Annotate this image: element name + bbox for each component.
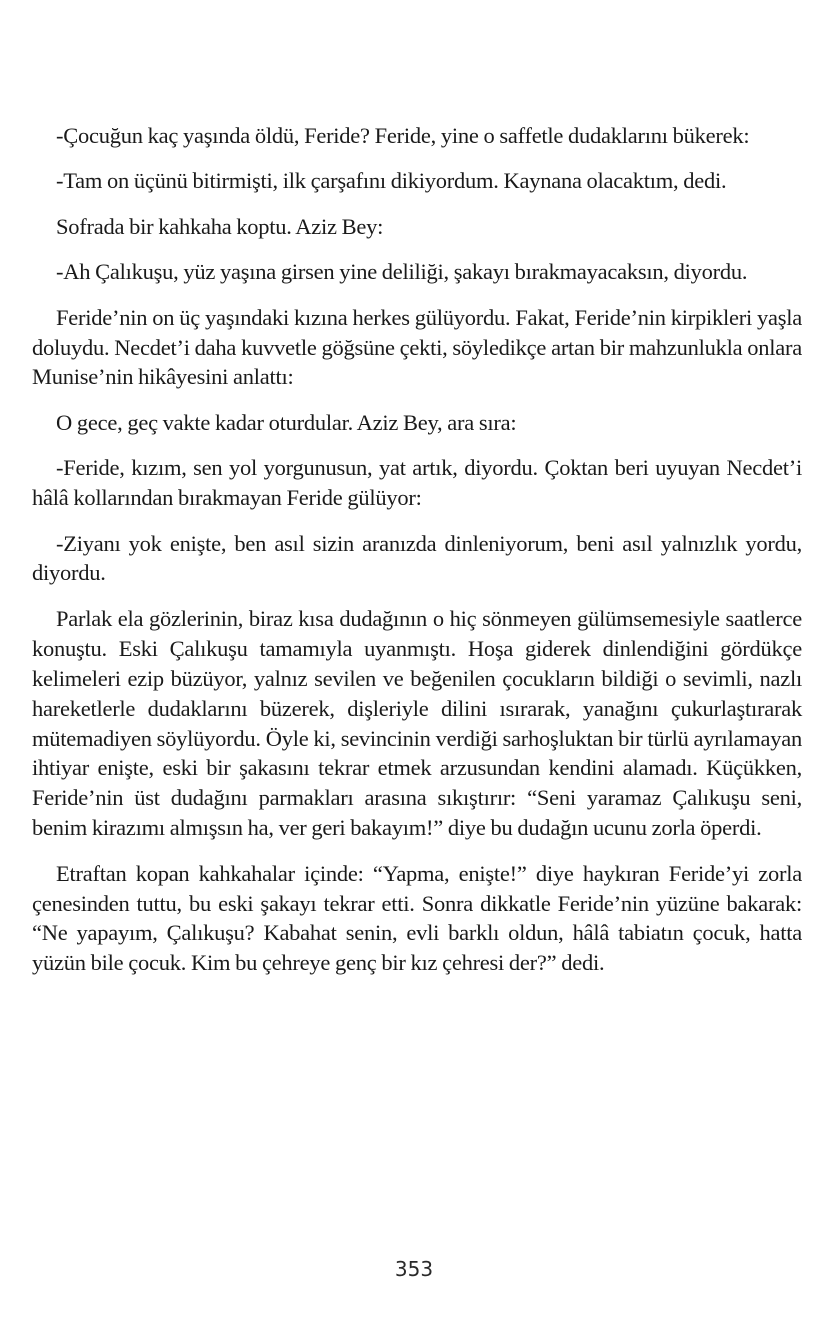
paragraph-munise-story: Feride’nin on üç yaşındaki kızına herkes gülüyordu. Fakat, Feride’nin kirpikleri yaşla doluydu. Necdet’i daha kuvvetle göğsüne çekti, söyledikçe artan bir mahzunlukla onlara Munise’nin hikâyesini anlattı: — [32, 304, 802, 390]
paragraph-dialogue-thirteen: -Tam on üçünü bitirmişti, ilk çarşafını dikiyordum. Kaynana olacaktım, dedi. — [56, 168, 727, 194]
paragraph-dialogue-resting: -Ziyanı yok enişte, ben asıl sizin aranızda dinleniyorum, beni asıl yalnızlık yordu, diyordu. — [32, 530, 802, 586]
paragraph-old-joke: Etraftan kopan kahkahalar içinde: “Yapma, enişte!” diye haykıran Feride’yi zorla çenesinden tuttu, bu eski şakayı tekrar etti. Sonra dikkatle Feride’nin yüzüne bakarak: “Ne yapayım, Çalıkuşu? Kabahat senin, evli barklı oldun, hâlâ tabiatın çocuk, hatta yüzün bile çocuk. Kim bu çehreye genç bir kız çehresi der?” dedi. — [32, 860, 802, 976]
paragraph-laughter: Sofrada bir kahkaha koptu. Aziz Bey: — [56, 213, 384, 239]
page-body — [32, 121, 802, 994]
paragraph-dialogue-calikusu: -Ah Çalıkuşu, yüz yaşına girsen yine deliliği, şakayı bırakmayacaksın, diyordu. — [56, 259, 748, 285]
page-number: 353 — [394, 1257, 434, 1281]
paragraph-that-night: O gece, geç vakte kadar oturdular. Aziz Bey, ara sıra: — [56, 409, 517, 435]
paragraph-dialogue-child-age: -Çocuğun kaç yaşında öldü, Feride? Feride, yine o saffetle dudaklarını bükerek: — [56, 123, 750, 148]
paragraph-talking-hours: Parlak ela gözlerinin, biraz kısa dudağının o hiç sönmeyen gülümsemesiyle saatlerce konuştu. Eski Çalıkuşu tamamıyla uyanmıştı. Hoşa giderek dinlendiğini gördükçe kelimeleri ezip büzüyor, yalnız sevilen ve beğenilen çocukların bildiği o sevimli, nazlı hareketlerle dudaklarını büzerek, dişleriyle dilini ısırarak, yanağını çukurlaştırarak mütemadiyen söylüyordu. Öyle ki, sevincinin verdiği sarhoşluktan bir türlü ayrılamayan ihtiyar enişte, eski bir şakasını tekrar etmek arzusundan kendini alamadı. Küçükken, Feride’nin üst dudağını parmakları arasına sıkıştırır: “Seni yaramaz Çalıkuşu seni, benim kirazımı almışsın ha, ver geri bakayım!” diye bu dudağın ucunu zorla öperdi. — [32, 605, 802, 841]
paragraph-dialogue-tired: -Feride, kızım, sen yol yorgunusun, yat artık, diyordu. Çoktan beri uyuyan Necdet’i hâlâ kollarından bırakmayan Feride gülüyor: — [32, 455, 802, 511]
